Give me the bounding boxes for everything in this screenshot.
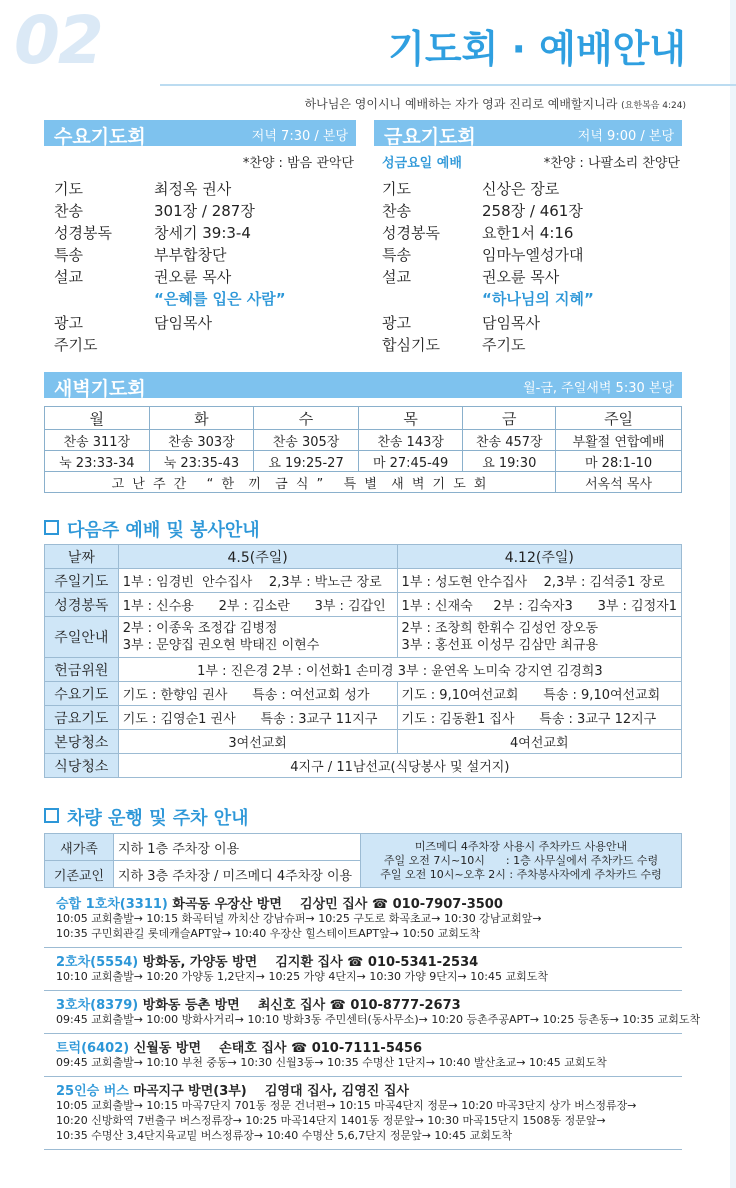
program-label: 기도 — [382, 180, 411, 198]
program-row — [54, 244, 344, 266]
program-row — [54, 266, 344, 288]
header-week2: 4.12(주일) — [397, 545, 681, 569]
program-row — [382, 244, 672, 266]
scripture-verse — [305, 95, 686, 112]
service-label: 성경봉독 — [45, 593, 119, 617]
friday-program — [382, 152, 680, 362]
bus-direction: 방화동 등촌 방면 — [142, 998, 240, 1013]
program-row — [54, 334, 344, 356]
program-label: 광고 — [54, 314, 83, 332]
program-row — [382, 222, 672, 244]
service-value-week1: 2부 : 이종욱 조정갑 김병정 3부 : 문양집 권오현 박태진 이현수 — [118, 617, 397, 658]
parking-table — [44, 833, 682, 888]
dawn-verses-cell: 요 19:25-27 — [254, 451, 359, 472]
service-value-week2: 기도 : 9,10여선교회 특송 : 9,10여선교회 — [397, 682, 681, 706]
service-label: 식당청소 — [45, 754, 119, 778]
dawn-days-cell: 수 — [254, 407, 359, 430]
dawn-note-row — [45, 472, 682, 493]
program-row — [54, 178, 344, 200]
program-value: 권오륜 목사 — [482, 268, 560, 286]
header-date: 날짜 — [45, 545, 119, 569]
program-row — [382, 266, 672, 288]
page-number: 02 — [14, 2, 102, 79]
parking-card-info — [361, 834, 682, 888]
bus-driver: 김영대 집사, 김영진 집사 — [264, 1084, 409, 1099]
service-value-week2: 2부 : 조창희 한휘수 김성언 장오동 3부 : 홍선표 이성무 김삼만 최규용 — [397, 617, 681, 658]
service-value-week1: 1부 : 임경빈 안수집사 2,3부 : 박노근 장로 — [118, 569, 397, 593]
program-value: 부부합창단 — [154, 246, 227, 264]
dawn-time: 월-금, 주일새벽 5:30 본당 — [523, 381, 674, 396]
parking-row-new — [45, 834, 682, 861]
service-row — [45, 682, 682, 706]
program-value: 권오륜 목사 — [154, 268, 232, 286]
dawn-verses-row — [45, 451, 682, 472]
service-label: 주일기도 — [45, 569, 119, 593]
program-label: 찬송 — [54, 202, 83, 220]
service-value-week2: 기도 : 김동환1 집사 특송 : 3교구 12지구 — [397, 706, 681, 730]
program-label: 설교 — [382, 268, 411, 286]
wednesday-header — [44, 120, 356, 146]
bus-driver: 최신호 집사 ☎ 010-8777-2673 — [257, 998, 461, 1013]
program-label: 주기도 — [54, 336, 98, 354]
bus-name: 승합 1호차(3311) — [56, 897, 168, 912]
program-value: 최정옥 권사 — [154, 180, 232, 198]
program-row — [382, 312, 672, 334]
program-row — [382, 334, 672, 356]
bus-name: 3호차(8379) — [56, 998, 139, 1013]
dawn-hymns-cell: 부활절 연합예배 — [556, 430, 682, 451]
dawn-hymns-cell: 찬송 143장 — [358, 430, 463, 451]
dawn-hymns-cell: 찬송 311장 — [45, 430, 150, 451]
program-value: 신상은 장로 — [482, 180, 560, 198]
service-value-merged: 1부 : 진은경 2부 : 이선화1 손미경 3부 : 윤연옥 노미숙 강지연 김경희3 — [118, 658, 681, 682]
bus-schedule-line: 10:05 교회출발→ 10:15 화곡터널 까치산 강남슈퍼→ 10:25 구도로 화곡초교→ 10:30 강남교회앞→ — [56, 912, 542, 925]
service-value-week1: 기도 : 한향임 권사 특송 : 여선교회 성가 — [118, 682, 397, 706]
wednesday-title: 수요기도회 — [54, 126, 146, 148]
parking-label-new: 새가족 — [45, 834, 114, 861]
service-label: 본당청소 — [45, 730, 119, 754]
service-row — [45, 593, 682, 617]
program-row — [382, 178, 672, 200]
program-label: 합심기도 — [382, 336, 440, 354]
dawn-days-row — [45, 407, 682, 430]
bus-route — [44, 949, 682, 991]
dawn-verses-cell: 눅 23:33-34 — [45, 451, 150, 472]
bus-route — [44, 1035, 682, 1077]
bus-direction: 화곡동 우장산 방면 — [172, 897, 282, 912]
service-label: 주일안내 — [45, 617, 119, 658]
bus-route — [44, 1078, 682, 1150]
service-value-week2: 4여선교회 — [397, 730, 681, 754]
program-label: 기도 — [54, 180, 83, 198]
next-week-heading — [44, 516, 260, 542]
service-row — [45, 658, 682, 682]
friday-header — [374, 120, 682, 146]
program-label: 찬송 — [382, 202, 411, 220]
service-value-week1: 3여선교회 — [118, 730, 397, 754]
program-label: 성경봉독 — [54, 224, 112, 242]
program-value: 담임목사 — [154, 314, 212, 332]
dawn-hymns-cell: 찬송 457장 — [463, 430, 556, 451]
wednesday-praise: *찬양 : 밤음 관악단 — [242, 156, 354, 171]
dawn-days-cell: 월 — [45, 407, 150, 430]
bus-schedule-line: 09:45 교회출발→ 10:10 부천 중동→ 10:30 신월3동→ 10:35 수명산 1단지→ 10:40 발산초교→ 10:45 교회도착 — [56, 1056, 607, 1069]
dawn-verses-cell: 마 28:1-10 — [556, 451, 682, 472]
parking-info-line: 주일 오전 7시~10시 : 1층 사무실에서 주차카드 수령 — [383, 853, 659, 867]
program-row — [54, 222, 344, 244]
program-label: 설교 — [54, 268, 83, 286]
program-value: 주기도 — [482, 336, 526, 354]
program-row — [54, 200, 344, 222]
dawn-preacher: 서옥석 목사 — [556, 472, 682, 493]
parking-heading — [44, 804, 249, 830]
service-label: 금요기도 — [45, 706, 119, 730]
parking-label-existing: 기존교인 — [45, 861, 114, 888]
bus-route — [44, 891, 682, 948]
header-week1: 4.5(주일) — [118, 545, 397, 569]
service-row — [45, 617, 682, 658]
dawn-note: 고 난 주 간 “ 한 끼 금 식 ” 특 별 새 벽 기 도 회 — [45, 472, 556, 493]
dawn-title: 새벽기도회 — [54, 378, 146, 400]
service-value-week1: 1부 : 신수용 2부 : 김소란 3부 : 김갑인 — [118, 593, 397, 617]
dawn-verses-cell: 마 27:45-49 — [358, 451, 463, 472]
service-value-merged: 4지구 / 11남선교(식당봉사 및 설거지) — [118, 754, 681, 778]
program-row — [382, 200, 672, 222]
program-value: 담임목사 — [482, 314, 540, 332]
page-edge-bar — [730, 0, 736, 1188]
program-label: 성경봉독 — [382, 224, 440, 242]
bus-direction: 방화동, 가양동 방면 — [142, 955, 258, 970]
sermon-title: “하나님의 지혜” — [482, 290, 594, 308]
verse-reference: (요한복음 4:24) — [621, 101, 686, 111]
parking-value-new: 지하 1층 주차장 이용 — [114, 834, 361, 861]
program-value: 창세기 39:3-4 — [154, 224, 251, 242]
program-label: 특송 — [382, 246, 411, 264]
parking-value-existing: 지하 3층 주차장 / 미즈메디 4주차장 이용 — [114, 861, 361, 888]
service-value-week2: 1부 : 신재숙 2부 : 김숙자3 3부 : 김정자1 — [397, 593, 681, 617]
bus-name: 25인승 버스 — [56, 1084, 129, 1099]
sermon-title: “은혜를 입은 사람” — [154, 290, 286, 308]
service-table — [44, 544, 682, 778]
bus-schedule-line: 09:45 교회출발→ 10:00 방화사거리→ 10:10 방화3동 주민센터(동사무소)→ 10:20 등촌주공APT→ 10:25 등촌동→ 10:35 교회도착 — [56, 1013, 701, 1026]
wednesday-program — [54, 152, 354, 362]
program-label: 광고 — [382, 314, 411, 332]
dawn-hymns-cell: 찬송 305장 — [254, 430, 359, 451]
service-table-header — [45, 545, 682, 569]
bus-route — [44, 992, 701, 1034]
service-row — [45, 569, 682, 593]
checkbox-icon — [44, 520, 59, 535]
program-value: 258장 / 461장 — [482, 202, 583, 220]
dawn-hymns-cell: 찬송 303장 — [149, 430, 254, 451]
service-value-week2: 1부 : 성도현 안수집사 2,3부 : 김석중1 장로 — [397, 569, 681, 593]
bus-direction: 마곡지구 방면(3부) — [133, 1084, 247, 1099]
service-label: 헌금위원 — [45, 658, 119, 682]
bus-driver: 김지환 집사 ☎ 010-5341-2534 — [275, 955, 479, 970]
program-value: 301장 / 287장 — [154, 202, 255, 220]
verse-text: 하나님은 영이시니 예배하는 자가 영과 진리로 예배할지니라 — [304, 97, 618, 111]
parking-info-line: 주일 오전 10시~오후 2시 : 주차봉사자에게 주차카드 수령 — [380, 867, 662, 881]
friday-title: 금요기도회 — [384, 126, 476, 148]
dawn-header — [44, 372, 682, 398]
program-label: 특송 — [54, 246, 83, 264]
bus-schedule-line: 10:35 구민회관길 롯데캐슬APT앞→ 10:40 우장산 힐스테이트APT앞→ 10:50 교회도착 — [56, 927, 481, 940]
dawn-hymns-row — [45, 430, 682, 451]
program-row — [54, 312, 344, 334]
bus-driver: 김상민 집사 ☎ 010-7907-3500 — [300, 897, 503, 912]
program-value: 임마누엘성가대 — [482, 246, 584, 264]
service-row — [45, 706, 682, 730]
bus-direction: 신월동 방면 — [133, 1041, 202, 1056]
page-title: 기도회 · 예배안내 — [388, 27, 686, 71]
program-value: 요한1서 4:16 — [482, 224, 574, 242]
bus-schedule-line: 10:10 교회출발→ 10:20 가양동 1,2단지→ 10:25 가양 4단지→ 10:30 가양 9단지→ 10:45 교회도착 — [56, 970, 548, 983]
bus-schedule-line: 10:20 신방화역 7번출구 버스정류장→ 10:25 마곡14단지 1401동 정문앞→ 10:30 마곡15단지 1508동 정문앞→ — [56, 1114, 606, 1127]
friday-time: 저녁 9:00 / 본당 — [577, 129, 674, 144]
dawn-verses-cell: 눅 23:35-43 — [149, 451, 254, 472]
bus-schedule-line: 10:35 수명산 3,4단지육교밑 버스정류장→ 10:40 수명산 5,6,7단지 정문앞→ 10:45 교회도착 — [56, 1129, 513, 1142]
title-divider — [160, 84, 736, 86]
service-row — [45, 730, 682, 754]
friday-subtitle: 성금요일 예배 — [382, 156, 462, 171]
dawn-days-cell: 금 — [463, 407, 556, 430]
bus-driver: 손태호 집사 ☎ 010-7111-5456 — [219, 1041, 423, 1056]
next-week-title: 다음주 예배 및 봉사안내 — [67, 520, 260, 541]
wednesday-time: 저녁 7:30 / 본당 — [251, 129, 348, 144]
checkbox-icon — [44, 808, 59, 823]
service-row — [45, 754, 682, 778]
service-value-week1: 기도 : 김영순1 권사 특송 : 3교구 11지구 — [118, 706, 397, 730]
friday-praise: *찬양 : 나팔소리 찬양단 — [543, 156, 680, 171]
service-label: 수요기도 — [45, 682, 119, 706]
dawn-days-cell: 주일 — [556, 407, 682, 430]
dawn-days-cell: 화 — [149, 407, 254, 430]
dawn-schedule-table — [44, 406, 682, 493]
dawn-days-cell: 목 — [358, 407, 463, 430]
bus-schedule-line: 10:05 교회출발→ 10:15 마곡7단지 701동 정문 건너편→ 10:15 마곡4단지 정문→ 10:20 마곡3단지 상가 버스정류장→ — [56, 1099, 637, 1112]
parking-info-title: 미즈메디 4주차장 사용시 주차카드 사용안내 — [414, 839, 628, 853]
bus-name: 2호차(5554) — [56, 955, 139, 970]
parking-title: 차량 운행 및 주차 안내 — [67, 808, 249, 829]
dawn-verses-cell: 요 19:30 — [463, 451, 556, 472]
bus-name: 트럭(6402) — [56, 1041, 130, 1056]
